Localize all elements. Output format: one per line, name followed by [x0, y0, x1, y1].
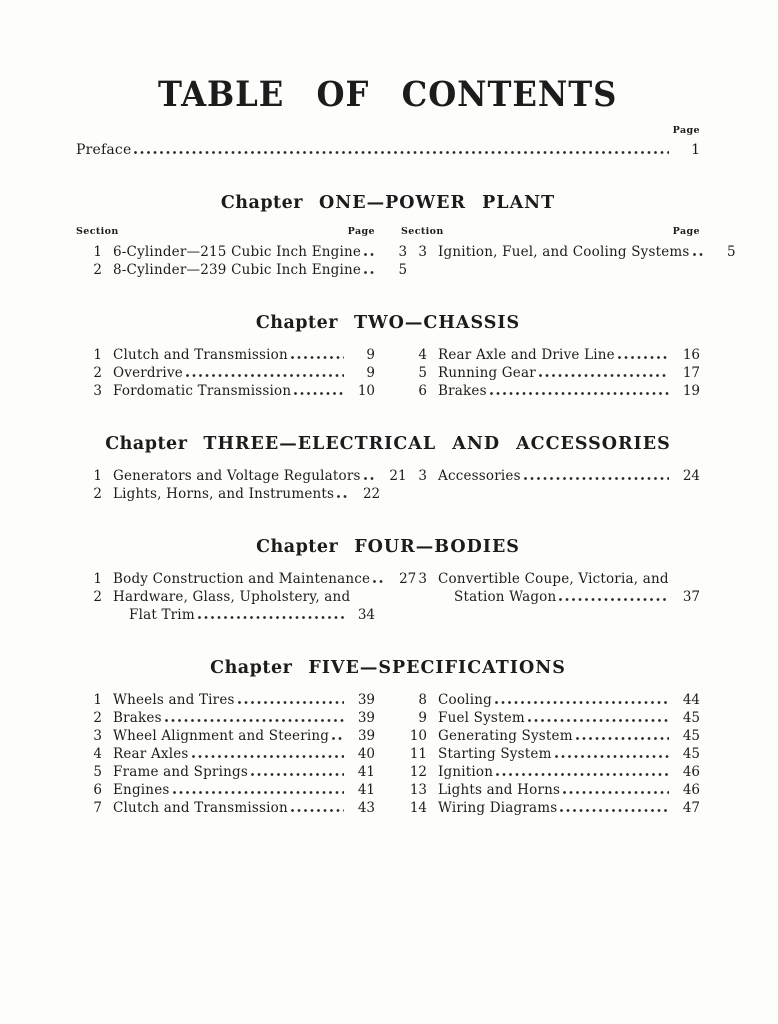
entry-page: 46 [682, 764, 700, 780]
chapter-column [401, 226, 736, 279]
entry-title: Starting System [438, 746, 552, 762]
toc-entry-row [76, 745, 375, 763]
column-headers [76, 226, 375, 237]
entry-page: 44 [682, 692, 700, 708]
entry-page: 39 [357, 692, 375, 708]
chapter-heading-prefix: Chapter [210, 658, 293, 678]
entry-title: Clutch and Transmission [113, 347, 288, 363]
title-wrap [76, 0, 700, 115]
chapter-heading [76, 434, 700, 454]
toc-entry-row [401, 382, 700, 400]
entry-number: 3 [418, 571, 427, 587]
dot-leader [238, 701, 344, 704]
dot-leader [539, 374, 669, 377]
entry-number: 9 [418, 710, 427, 726]
entry-title: 8-Cylinder—239 Cubic Inch Engine [113, 262, 362, 278]
entry-page: 19 [682, 383, 700, 399]
dot-leader [186, 374, 344, 377]
chapters [76, 193, 736, 817]
chapter-heading [76, 537, 700, 557]
toc-entry-row [401, 467, 700, 485]
toc-entry-row [401, 727, 700, 745]
toc-entry-row [76, 485, 381, 503]
entry-number: 12 [409, 764, 427, 780]
column-headers [401, 226, 700, 237]
entry-title: Rear Axles [113, 746, 189, 762]
toc-entry-row [76, 709, 375, 727]
dot-leader [490, 392, 669, 395]
dot-leader [555, 755, 669, 758]
entry-title: Convertible Coupe, Victoria, and [438, 571, 669, 587]
entry-number: 4 [418, 347, 427, 363]
entry-number: 1 [93, 347, 102, 363]
entry-title: Cooling [438, 692, 492, 708]
entry-title: Rear Axle and Drive Line [438, 347, 615, 363]
entry-number: 1 [93, 571, 102, 587]
dot-leader [165, 719, 344, 722]
entry-number: 2 [93, 710, 102, 726]
entry-page: 45 [682, 728, 700, 744]
dot-leader [291, 809, 344, 812]
entry-number: 2 [93, 486, 102, 502]
entry-title: Brakes [113, 710, 162, 726]
chapter-heading-name: ONE—POWER PLANT [319, 193, 556, 213]
chapter-heading [76, 658, 700, 678]
dot-leader [563, 791, 669, 794]
entry-number: 3 [418, 468, 427, 484]
entry-page: 46 [682, 782, 700, 798]
entry-title: Wheel Alignment and Steering [113, 728, 330, 744]
entry-page: 22 [362, 486, 381, 502]
chapter-heading-name: TWO—CHASSIS [353, 313, 521, 333]
chapter-column [401, 570, 700, 624]
entry-number: 2 [93, 365, 102, 381]
entry-number: 6 [93, 782, 102, 798]
chapter [76, 434, 700, 503]
dot-leader [693, 253, 705, 256]
entry-title: 6-Cylinder—215 Cubic Inch Engine [113, 244, 362, 260]
toc-entry-row [401, 709, 700, 727]
entry-number: 1 [93, 244, 102, 260]
section-header-label: Section [76, 226, 119, 237]
toc-entry-row [401, 691, 700, 709]
entry-number: 3 [93, 383, 102, 399]
entry-number: 7 [93, 800, 102, 816]
toc-entry-row [76, 467, 407, 485]
toc-entry-row [76, 243, 408, 261]
chapter-column [401, 691, 700, 817]
page-header-label: Page [347, 226, 375, 237]
toc-entry-row [76, 346, 375, 364]
entry-number: 3 [93, 728, 102, 744]
entry-page: 9 [366, 365, 375, 381]
toc-entry-row [401, 346, 700, 364]
preface-page: 1 [691, 142, 700, 158]
chapter-heading-prefix: Chapter [105, 434, 188, 454]
entry-page: 16 [682, 347, 700, 363]
dot-leader [618, 356, 669, 359]
entry-page: 39 [357, 728, 376, 744]
entry-number: 6 [418, 383, 427, 399]
entry-page: 41 [357, 764, 375, 780]
page-column-label-row [76, 125, 700, 136]
entry-number: 13 [409, 782, 427, 798]
entry-number: 8 [418, 692, 427, 708]
page-column-label: Page [672, 125, 700, 136]
entry-title: Flat Trim [129, 607, 195, 623]
entry-title: Wheels and Tires [113, 692, 235, 708]
dot-leader [251, 773, 344, 776]
chapter-columns [76, 691, 700, 817]
dot-leader [332, 737, 344, 740]
entry-title: Body Construction and Maintenance [113, 571, 371, 587]
toc-entry-row [76, 364, 375, 382]
entry-title: Engines [113, 782, 170, 798]
chapter [76, 658, 700, 817]
toc-entry-row [76, 570, 417, 588]
chapter-column [401, 346, 700, 400]
entry-page: 37 [682, 589, 700, 605]
chapter-heading-prefix: Chapter [255, 313, 338, 333]
entry-page: 39 [357, 710, 375, 726]
entry-number: 11 [409, 746, 427, 762]
preface-label: Preface [76, 142, 132, 158]
entry-page: 5 [398, 262, 408, 278]
chapter-column [76, 346, 375, 400]
chapter-column [76, 691, 375, 817]
entry-page: 17 [682, 365, 700, 381]
entry-number: 3 [418, 244, 427, 260]
chapter-column [76, 467, 407, 503]
page-title: TABLE OF CONTENTS [158, 74, 618, 115]
entry-page: 45 [682, 746, 700, 762]
entry-page: 3 [398, 244, 408, 260]
toc-entry-row [76, 261, 408, 279]
chapter-column [401, 467, 700, 503]
entry-title: Brakes [438, 383, 487, 399]
dot-leader [524, 477, 669, 480]
toc-entry-row [76, 588, 375, 606]
entry-number: 14 [409, 800, 427, 816]
chapter-heading-prefix: Chapter [256, 537, 339, 557]
chapter-column [76, 570, 417, 624]
entry-title: Running Gear [438, 365, 536, 381]
toc-entry-row [76, 727, 375, 745]
chapter [76, 193, 736, 279]
entry-page: 41 [357, 782, 375, 798]
chapter-column [76, 226, 408, 279]
toc-entry-row [401, 570, 700, 588]
entry-title: Clutch and Transmission [113, 800, 288, 816]
chapter-columns [76, 346, 700, 400]
entry-title: Lights and Horns [438, 782, 561, 798]
entry-page: 5 [726, 244, 736, 260]
dot-leader [364, 477, 376, 480]
toc-entry-row [401, 763, 700, 781]
dot-leader [291, 356, 344, 359]
entry-page: 24 [682, 468, 700, 484]
chapter-heading [76, 193, 700, 213]
dot-leader [173, 791, 344, 794]
entry-title: Fordomatic Transmission [113, 383, 292, 399]
entry-title: Ignition, Fuel, and Cooling Systems [438, 244, 690, 260]
dot-leader [364, 253, 376, 256]
toc-entry-row [76, 382, 375, 400]
entry-number: 10 [409, 728, 427, 744]
dot-leader [294, 392, 344, 395]
chapter-columns [76, 570, 700, 624]
entry-number: 2 [93, 589, 102, 605]
entry-title: Overdrive [113, 365, 183, 381]
dot-leader [337, 495, 349, 498]
entry-page: 27 [399, 571, 417, 587]
dot-leader [373, 580, 385, 583]
entry-number: 5 [93, 764, 102, 780]
chapter [76, 313, 700, 400]
toc-entry-row [401, 243, 736, 261]
toc-entry-row [76, 606, 375, 624]
entry-title: Hardware, Glass, Upholstery, and [113, 589, 351, 605]
entry-number: 1 [93, 692, 102, 708]
entry-number: 4 [93, 746, 102, 762]
dot-leader [198, 616, 344, 619]
page-header-label: Page [672, 226, 700, 237]
dot-leader [576, 737, 669, 740]
preface-row [76, 141, 700, 159]
entry-page: 10 [357, 383, 375, 399]
entry-title: Fuel System [438, 710, 525, 726]
entry-title: Generators and Voltage Regulators [113, 468, 361, 484]
entry-page: 34 [357, 607, 375, 623]
entry-title: Ignition [438, 764, 494, 780]
toc-entry-row [76, 781, 375, 799]
section-header-label: Section [401, 226, 444, 237]
chapter-heading-name: FOUR—BODIES [354, 537, 520, 557]
dot-leader [496, 773, 669, 776]
chapter-heading-prefix: Chapter [220, 193, 303, 213]
dot-leader [495, 701, 669, 704]
chapter-columns [76, 226, 736, 279]
entry-page: 47 [682, 800, 700, 816]
entry-title: Generating System [438, 728, 573, 744]
entry-page: 43 [357, 800, 375, 816]
chapter-heading-name: THREE—ELECTRICAL AND ACCESSORIES [203, 434, 671, 454]
entry-title: Frame and Springs [113, 764, 248, 780]
entry-number: 2 [93, 262, 102, 278]
chapter-heading [76, 313, 700, 333]
toc-entry-row [401, 588, 700, 606]
toc-entry-row [401, 745, 700, 763]
entry-title: Station Wagon [454, 589, 557, 605]
dot-leader [364, 271, 376, 274]
dot-leader [528, 719, 669, 722]
entry-page: 21 [389, 468, 407, 484]
dot-leader [134, 151, 669, 154]
entry-title: Lights, Horns, and Instruments [113, 486, 335, 502]
entry-number: 1 [93, 468, 102, 484]
entry-page: 9 [366, 347, 375, 363]
entry-page: 45 [682, 710, 700, 726]
entry-number: 5 [418, 365, 427, 381]
toc-entry-row [76, 763, 375, 781]
chapter-columns [76, 467, 700, 503]
toc-entry-row [401, 364, 700, 382]
toc-entry-row [401, 781, 700, 799]
entry-page: 40 [357, 746, 375, 762]
chapter [76, 537, 700, 624]
entry-title: Accessories [438, 468, 521, 484]
toc-entry-row [76, 799, 375, 817]
dot-leader [560, 809, 669, 812]
chapter-heading-name: FIVE—SPECIFICATIONS [308, 658, 566, 678]
toc-entry-row [401, 799, 700, 817]
toc-entry-row [76, 691, 375, 709]
dot-leader [192, 755, 344, 758]
dot-leader [559, 598, 669, 601]
entry-title: Wiring Diagrams [438, 800, 558, 816]
